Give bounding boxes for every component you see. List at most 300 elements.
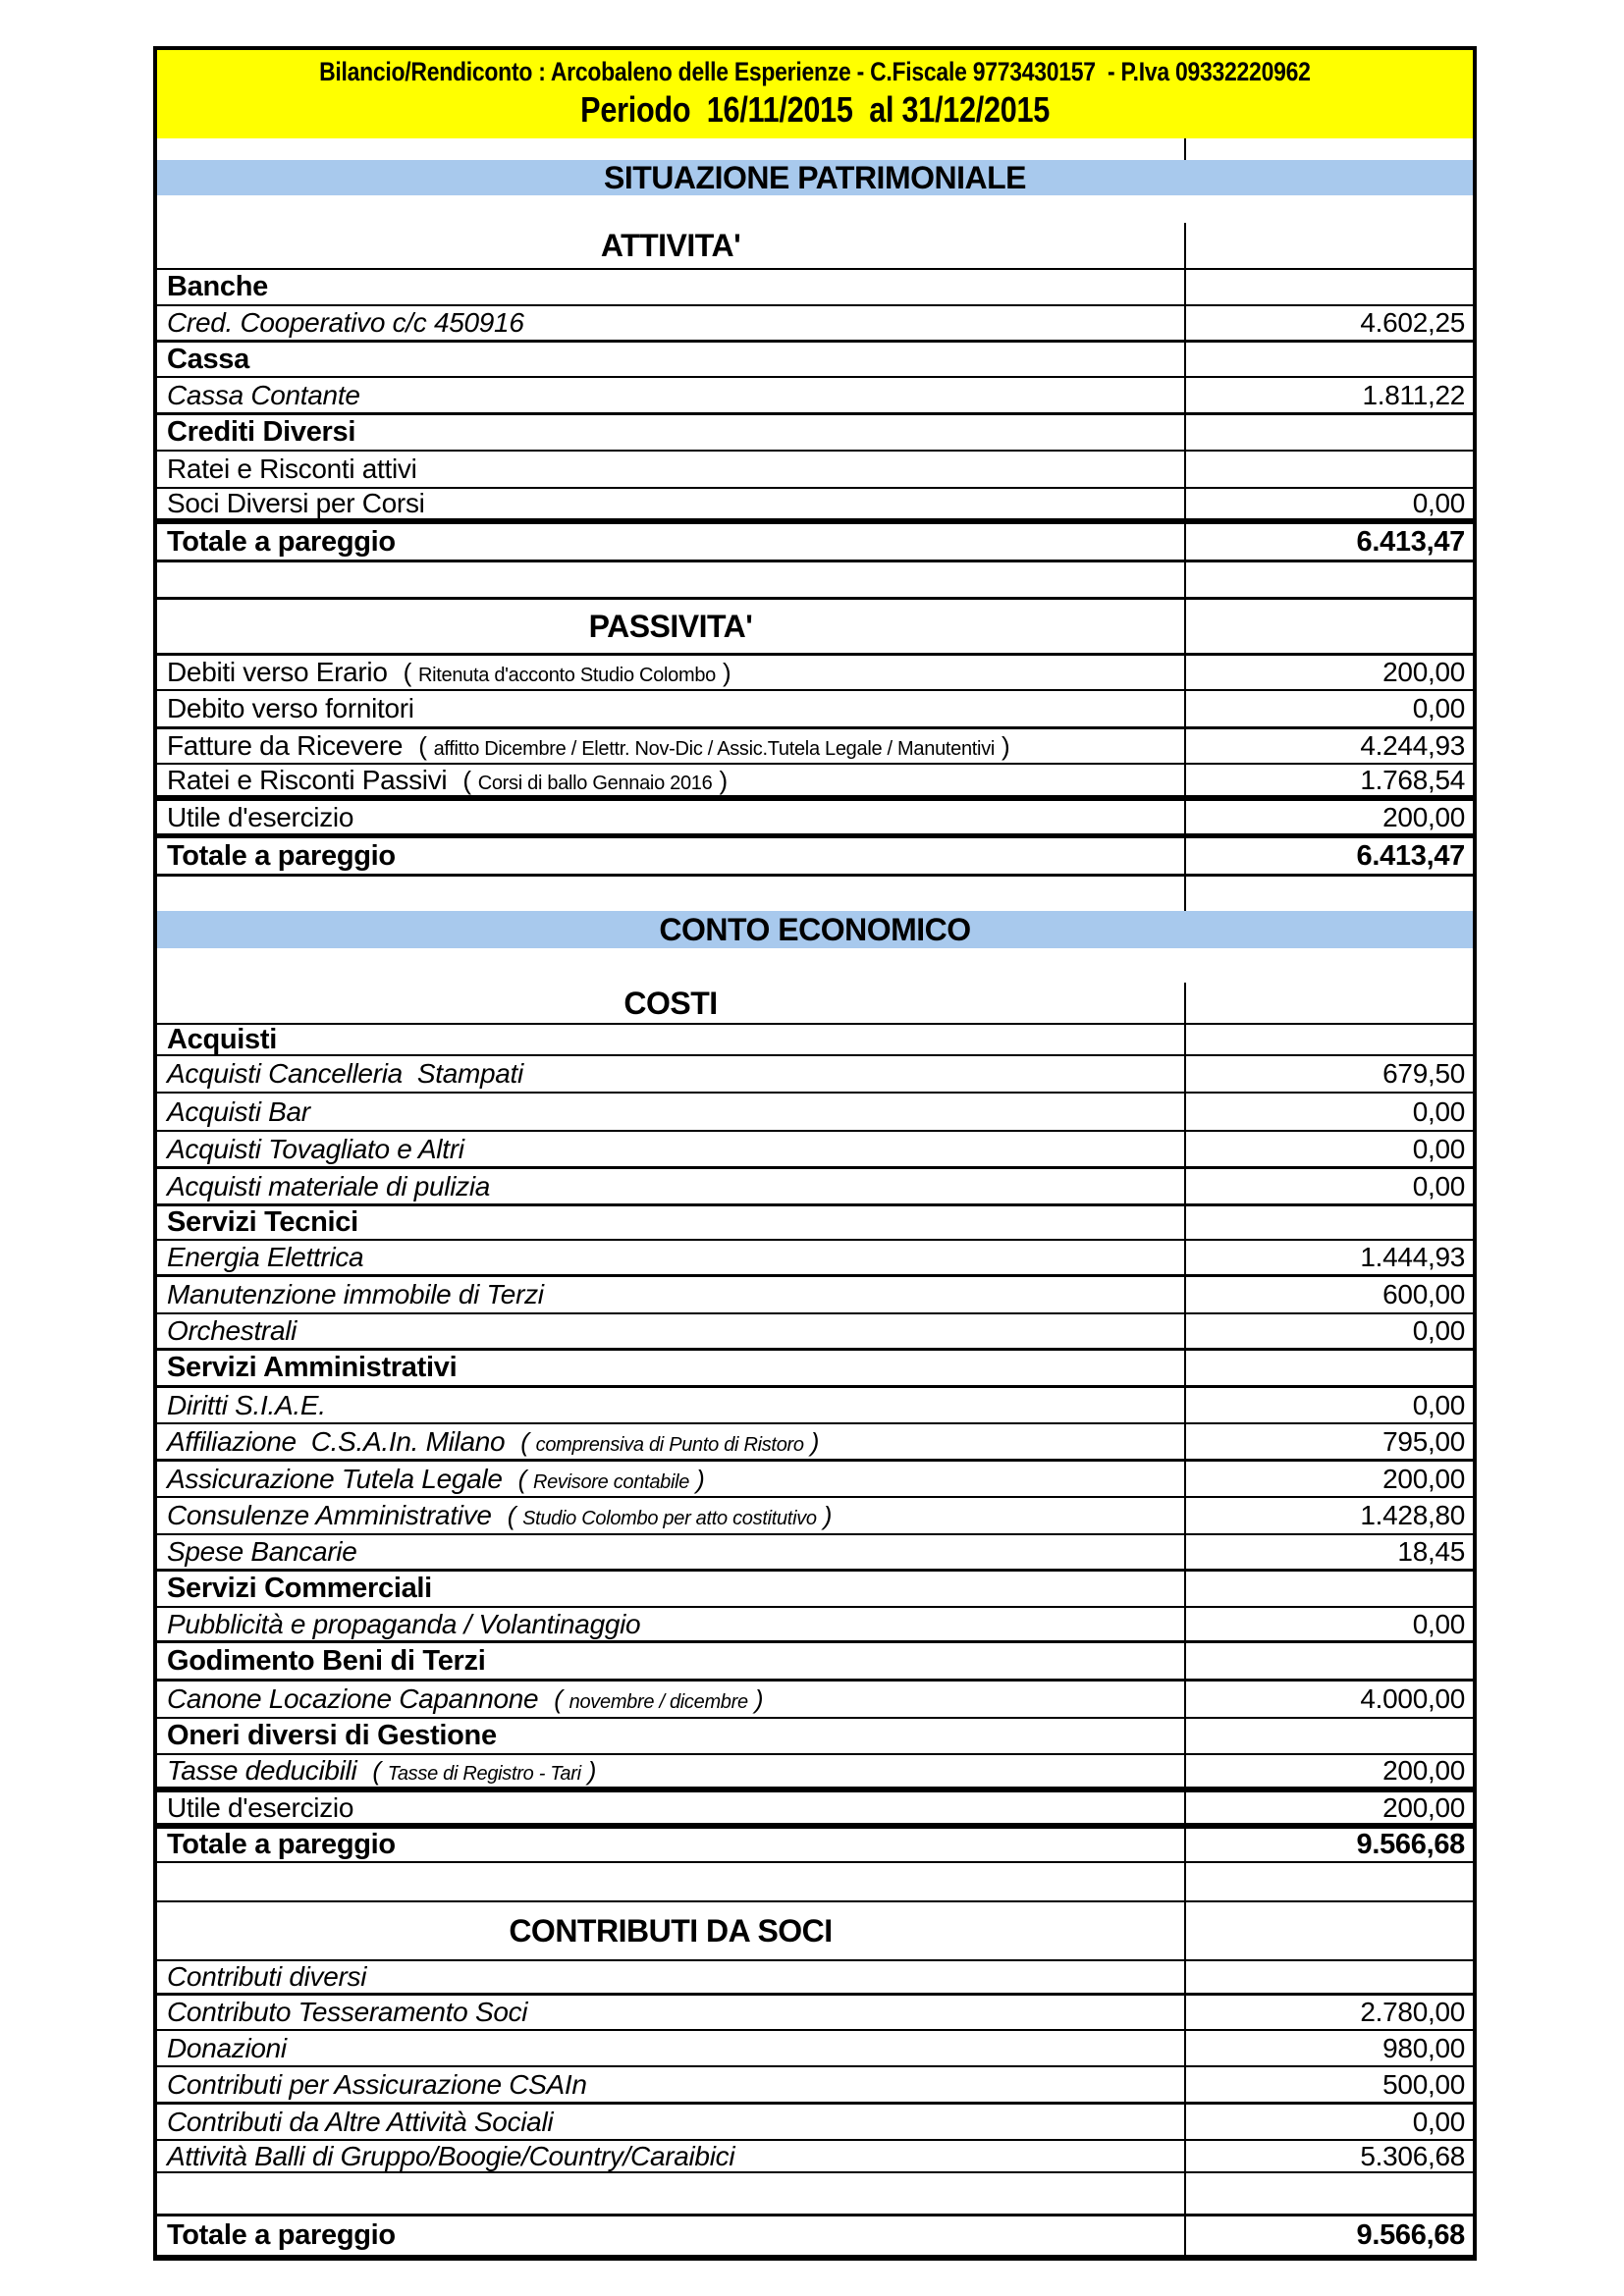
row-label-wrap: [167, 1608, 641, 1639]
spacer-row: [157, 877, 1473, 911]
row-donazioni: [157, 2031, 1473, 2067]
value-cell: [1184, 1961, 1473, 1993]
section-band-label: SITUAZIONE PATRIMONIALE: [604, 160, 1026, 195]
row-label: CONTRIBUTI DA SOCI: [509, 1913, 833, 1949]
row-value: 1.811,22: [1362, 379, 1465, 410]
description-cell: [157, 306, 1184, 340]
description-cell: [157, 838, 1184, 874]
row-cassa: [157, 343, 1473, 378]
description-cell: [157, 1535, 1184, 1569]
value-cell: [1184, 1863, 1473, 1900]
row-label: Totale a pareggio: [167, 839, 396, 872]
value-cell: [1184, 1535, 1473, 1569]
description-cell: [157, 1755, 1184, 1787]
row-label: Tasse deducibili: [167, 1755, 357, 1786]
row-debito-verso-fornitori: [157, 691, 1473, 729]
row-debiti-verso-erario: [157, 656, 1473, 691]
close-paren: ): [823, 1501, 833, 1530]
value-cell: [1184, 2216, 1473, 2255]
description-cell: [157, 2067, 1184, 2102]
value-cell: [1184, 2173, 1473, 2214]
description-cell: [157, 2141, 1184, 2171]
row-label: Debiti verso Erario: [167, 657, 388, 687]
document-title: Bilancio/Rendiconto : Arcobaleno delle Esperienze - C.Fiscale 9773430157 - P.Iva 09332220962: [319, 56, 1311, 86]
row-label-wrap: [167, 1757, 603, 1785]
row-value: 0,00: [1412, 1133, 1465, 1164]
row-label: Soci Diversi per Corsi: [167, 489, 425, 518]
description-cell: [157, 195, 1184, 223]
row-cassa-contante: [157, 378, 1473, 415]
value-cell: [1184, 1792, 1473, 1823]
value-cell: [1184, 983, 1473, 1023]
value-cell: [1184, 1572, 1473, 1606]
row-label: Cred. Cooperativo c/c 450916: [167, 307, 524, 338]
row-consulenze-amministrative: [157, 1498, 1473, 1535]
spacer-row: [157, 195, 1473, 223]
row-label: Ratei e Risconti Passivi: [167, 765, 448, 795]
row-value: 18,45: [1397, 1536, 1465, 1567]
value-cell: [1184, 1277, 1473, 1312]
row-tasse-deducibili: [157, 1755, 1473, 1792]
spacer-row: [157, 948, 1473, 983]
value-cell: [1184, 378, 1473, 412]
row-label: Contributo Tesseramento Soci: [167, 1997, 528, 2027]
row-label: Banche: [167, 271, 268, 302]
row-label-wrap: [601, 230, 740, 261]
row-label-wrap: [623, 985, 718, 1021]
row-label: Spese Bancarie: [167, 1536, 357, 1567]
row-label-wrap: [167, 1060, 523, 1088]
row-label-wrap: [167, 1831, 396, 1859]
value-cell: [1184, 838, 1473, 874]
row-label: Fatture da Ricevere: [167, 730, 404, 761]
row-label-wrap: [167, 379, 360, 410]
value-cell: [1184, 1388, 1473, 1422]
description-cell: [157, 1829, 1184, 1861]
close-paren: ): [587, 1756, 597, 1786]
row-label-wrap: [167, 490, 425, 517]
row-totale-a-pareggio: [157, 1829, 1473, 1863]
value-cell: [1184, 452, 1473, 487]
row-value: 9.566,68: [1356, 1829, 1465, 1860]
row-label-wrap: [167, 1463, 711, 1494]
open-paren: (: [403, 658, 411, 687]
row-fatture-da-ricevere: [157, 729, 1473, 765]
row-label: Servizi Tecnici: [167, 1206, 358, 1238]
description-cell: [157, 489, 1184, 518]
row-value: 4.602,25: [1360, 307, 1465, 338]
row-label: ATTIVITA': [600, 228, 741, 263]
row-label: Contributi diversi: [167, 1961, 367, 1992]
value-cell: [1184, 877, 1473, 911]
row-note: Ritenuta d'acconto Studio Colombo: [417, 665, 716, 686]
close-paren: ): [696, 1464, 705, 1494]
description-cell: [157, 1241, 1184, 1274]
row-note: Studio Colombo per atto costitutivo: [522, 1508, 817, 1529]
row-label-wrap: [167, 343, 249, 375]
row-value: 500,00: [1382, 2068, 1465, 2100]
value-cell: [1184, 1169, 1473, 1203]
value-cell: [1184, 1643, 1473, 1679]
row-value: 679,50: [1382, 1058, 1465, 1089]
value-cell: [1184, 948, 1473, 983]
row-label-wrap: [167, 455, 417, 483]
description-cell: [157, 1132, 1184, 1166]
row-value: 9.566,68: [1356, 2219, 1465, 2251]
description-cell: [157, 223, 1184, 268]
row-diritti-s-i-a-e: [157, 1388, 1473, 1424]
row-contributi-per-assicurazione-csain: [157, 2067, 1473, 2105]
row-label-wrap: [167, 1281, 544, 1308]
open-paren: (: [517, 1464, 526, 1494]
row-value: 600,00: [1382, 1279, 1465, 1309]
description-cell: [157, 1961, 1184, 1993]
description-cell: [157, 2173, 1184, 2214]
value-cell: [1184, 1351, 1473, 1385]
title-line-1: [157, 56, 1473, 87]
description-cell: [157, 1719, 1184, 1753]
row-affiliazione-c-s-a-in-milano: [157, 1424, 1473, 1462]
row-banche: [157, 270, 1473, 306]
row-attivita: [157, 223, 1473, 270]
description-cell: [157, 415, 1184, 450]
row-canone-locazione-capannone: [157, 1682, 1473, 1719]
row-spese-bancarie: [157, 1535, 1473, 1572]
row-acquisti: [157, 1025, 1473, 1056]
row-label: Donazioni: [167, 2032, 287, 2063]
row-contributi-da-soci: [157, 1902, 1473, 1961]
value-cell: [1184, 2031, 1473, 2065]
value-cell: [1184, 765, 1473, 795]
row-label: Attività Balli di Gruppo/Boogie/Country/Caraibici: [167, 2141, 735, 2171]
close-paren: ): [719, 765, 728, 795]
description-cell: [157, 729, 1184, 763]
row-oneri-diversi-di-gestione: [157, 1719, 1473, 1755]
row-label-wrap: [167, 1963, 366, 1991]
row-cred-cooperativo-c-c-450916: [157, 306, 1473, 343]
open-paren: (: [554, 1684, 563, 1714]
row-value: 980,00: [1382, 2032, 1465, 2063]
row-soci-diversi-per-corsi: [157, 489, 1473, 524]
open-paren: (: [418, 731, 427, 761]
row-value: 0,00: [1412, 1389, 1465, 1420]
row-totale-a-pareggio: [157, 524, 1473, 562]
row-label-wrap: [167, 1722, 497, 1750]
row-label: Utile d'esercizio: [167, 801, 354, 832]
description-cell: [157, 1277, 1184, 1312]
value-cell: [1184, 600, 1473, 653]
row-label: Godimento Beni di Terzi: [167, 1644, 486, 1677]
row-label: Utile d'esercizio: [167, 1792, 354, 1823]
row-label: Energia Elettrica: [167, 1242, 364, 1272]
value-cell: [1184, 562, 1473, 597]
description-cell: [157, 1056, 1184, 1092]
title-line-2: [157, 87, 1473, 133]
row-crediti-diversi: [157, 415, 1473, 452]
row-label: Crediti Diversi: [167, 416, 356, 448]
row-label-wrap: [589, 611, 753, 642]
row-note: Tasse di Registro - Tari: [387, 1763, 581, 1785]
row-value: 0,00: [1412, 2106, 1465, 2137]
description-cell: [157, 1996, 1184, 2029]
row-label-wrap: [167, 839, 396, 872]
value-cell: [1184, 415, 1473, 450]
row-value: 0,00: [1412, 1170, 1465, 1201]
open-paren: (: [462, 765, 471, 795]
row-label-wrap: [167, 732, 1016, 760]
row-passivita: [157, 600, 1473, 656]
row-label: Cassa: [167, 343, 249, 375]
row-label: Contributi da Altre Attività Sociali: [167, 2106, 554, 2137]
row-manutenzione-immobile-di-terzi: [157, 1277, 1473, 1314]
row-value: 0,00: [1412, 693, 1465, 723]
description-cell: [157, 1682, 1184, 1717]
row-label: Acquisti Tovagliato e Altri: [167, 1133, 464, 1164]
value-cell: [1184, 1608, 1473, 1640]
value-cell: [1184, 1206, 1473, 1239]
row-label: Canone Locazione Capannone: [167, 1683, 539, 1714]
row-acquisti-bar: [157, 1094, 1473, 1132]
title-band: [157, 50, 1473, 138]
row-label: Acquisti: [167, 1025, 277, 1054]
description-cell: [157, 378, 1184, 412]
value-cell: [1184, 2067, 1473, 2102]
description-cell: [157, 948, 1184, 983]
description-cell: [157, 562, 1184, 597]
row-label-wrap: [167, 695, 414, 722]
description-cell: [157, 1863, 1184, 1900]
row-label-wrap: [167, 2032, 287, 2063]
row-label-wrap: [167, 767, 734, 794]
row-ratei-e-risconti-attivi: [157, 452, 1473, 489]
description-cell: [157, 656, 1184, 689]
row-label-wrap: [167, 2143, 734, 2170]
row-label-wrap: [167, 1317, 297, 1345]
row-label-wrap: [167, 1244, 363, 1271]
description-cell: [157, 691, 1184, 726]
description-cell: [157, 1643, 1184, 1679]
description-cell: [157, 765, 1184, 795]
row-ratei-e-risconti-passivi: [157, 765, 1473, 801]
value-cell: [1184, 1462, 1473, 1496]
row-contributo-tesseramento-soci: [157, 1996, 1473, 2031]
value-cell: [1184, 138, 1473, 160]
row-label: Ratei e Risconti attivi: [167, 454, 417, 484]
value-cell: [1184, 223, 1473, 268]
description-cell: [157, 1462, 1184, 1496]
description-cell: [157, 1025, 1184, 1054]
close-paren: ): [722, 658, 731, 687]
row-value: 4.000,00: [1360, 1683, 1465, 1714]
row-label-wrap: [167, 801, 354, 832]
row-value: 1.768,54: [1360, 765, 1465, 795]
row-label-wrap: [167, 1026, 277, 1054]
value-cell: [1184, 343, 1473, 376]
description-cell: [157, 1572, 1184, 1606]
description-cell: [157, 343, 1184, 376]
row-orchestrali: [157, 1314, 1473, 1351]
row-value: 6.413,47: [1356, 839, 1465, 872]
row-value: 200,00: [1382, 1463, 1465, 1494]
row-value: 200,00: [1382, 657, 1465, 687]
row-label-wrap: [167, 1538, 356, 1566]
row-pubblicit-e-propaganda-volantinaggio: [157, 1608, 1473, 1643]
value-cell: [1184, 2105, 1473, 2139]
row-energia-elettrica: [157, 1241, 1473, 1277]
description-cell: [157, 2031, 1184, 2065]
row-label-wrap: [167, 2068, 587, 2100]
value-cell: [1184, 1902, 1473, 1959]
value-cell: [1184, 1025, 1473, 1054]
row-value: 5.306,68: [1360, 2141, 1465, 2171]
row-label: Assicurazione Tutela Legale: [167, 1463, 503, 1494]
row-label-wrap: [167, 1170, 491, 1201]
value-cell: [1184, 1682, 1473, 1717]
value-cell: [1184, 1996, 1473, 2029]
description-cell: [157, 1169, 1184, 1203]
row-value: 0,00: [1412, 1608, 1465, 1639]
close-paren: ): [754, 1684, 764, 1714]
row-note: affitto Dicembre / Elettr. Nov-Dic / Assic.Tutela Legale / Manutentivi: [433, 738, 996, 760]
row-value: 4.244,93: [1360, 730, 1465, 761]
description-cell: [157, 1792, 1184, 1823]
value-cell: [1184, 1314, 1473, 1348]
spacer-row: [157, 138, 1473, 160]
value-cell: [1184, 1498, 1473, 1533]
row-label-wrap: [167, 1999, 527, 2026]
row-label: Acquisti Bar: [167, 1095, 310, 1127]
value-cell: [1184, 729, 1473, 763]
row-label: Consulenze Amministrative: [167, 1500, 492, 1530]
description-cell: [157, 1314, 1184, 1348]
row-label-wrap: [167, 525, 396, 558]
row-totale-a-pareggio: [157, 2216, 1473, 2255]
description-cell: [157, 452, 1184, 487]
row-contributi-diversi: [157, 1961, 1473, 1996]
row-label-wrap: [167, 1354, 457, 1382]
section-band-label: CONTO ECONOMICO: [659, 912, 971, 947]
open-paren: (: [372, 1756, 381, 1786]
row-label: Acquisti Cancelleria Stampati: [167, 1058, 523, 1089]
row-label-wrap: [167, 1575, 432, 1603]
description-cell: [157, 524, 1184, 560]
row-label-wrap: [167, 1644, 486, 1677]
row-label: Totale a pareggio: [167, 2219, 396, 2251]
row-label: Manutenzione immobile di Terzi: [167, 1279, 544, 1309]
row-label-wrap: [167, 1502, 839, 1529]
row-utile-d-esercizio: [157, 801, 1473, 838]
row-servizi-commerciali: [157, 1572, 1473, 1608]
row-label: Servizi Amministrativi: [167, 1352, 458, 1383]
open-paren: (: [507, 1501, 516, 1530]
description-cell: [157, 983, 1184, 1023]
row-label: Contributi per Assicurazione CSAIn: [167, 2068, 587, 2100]
row-attivit-balli-di-gruppo-boogie-country-caraibici: [157, 2141, 1473, 2173]
value-cell: [1184, 1094, 1473, 1130]
value-cell: [1184, 306, 1473, 340]
description-cell: [157, 1902, 1184, 1959]
description-cell: [157, 877, 1184, 911]
row-label-wrap: [167, 1685, 770, 1713]
row-label: Debito verso fornitori: [167, 693, 414, 723]
value-cell: [1184, 801, 1473, 833]
value-cell: [1184, 270, 1473, 304]
row-label: Oneri diversi di Gestione: [167, 1720, 497, 1751]
value-cell: [1184, 1719, 1473, 1753]
row-servizi-amministrativi: [157, 1351, 1473, 1388]
description-cell: [157, 1424, 1184, 1459]
description-cell: [157, 1206, 1184, 1239]
row-label: Diritti S.I.A.E.: [167, 1389, 326, 1420]
row-label-wrap: [167, 2221, 396, 2250]
close-paren: ): [1001, 731, 1010, 761]
row-godimento-beni-di-terzi: [157, 1643, 1473, 1682]
description-cell: [157, 600, 1184, 653]
row-value: 0,00: [1412, 1095, 1465, 1127]
spacer-row: [157, 2173, 1473, 2216]
row-costi: [157, 983, 1473, 1025]
row-value: 0,00: [1412, 489, 1465, 518]
row-label-wrap: [167, 1425, 826, 1457]
row-contributi-da-altre-attivit-sociali: [157, 2105, 1473, 2141]
row-value: 0,00: [1412, 1315, 1465, 1346]
row-value: 200,00: [1382, 1792, 1465, 1823]
row-acquisti-tovagliato-e-altri: [157, 1132, 1473, 1169]
row-label: Totale a pareggio: [167, 525, 396, 558]
row-label-wrap: [167, 1389, 326, 1420]
spacer-row: [157, 562, 1473, 600]
row-value: 6.413,47: [1356, 525, 1465, 558]
value-cell: [1184, 1424, 1473, 1459]
row-note: novembre / dicembre: [568, 1691, 748, 1713]
value-cell: [1184, 524, 1473, 560]
description-cell: [157, 1608, 1184, 1640]
description-cell: [157, 270, 1184, 304]
row-label-wrap: [167, 1095, 310, 1127]
description-cell: [157, 2105, 1184, 2139]
value-cell: [1184, 1132, 1473, 1166]
value-cell: [1184, 1755, 1473, 1787]
row-utile-d-esercizio: [157, 1792, 1473, 1829]
row-note: Revisore contabile: [532, 1470, 690, 1493]
row-label-wrap: [167, 659, 737, 686]
description-cell: [157, 2216, 1184, 2255]
row-value: 200,00: [1382, 1755, 1465, 1786]
value-cell: [1184, 1241, 1473, 1274]
row-value: 795,00: [1382, 1425, 1465, 1457]
description-cell: [157, 801, 1184, 833]
value-cell: [1184, 691, 1473, 726]
row-note: Corsi di ballo Gennaio 2016: [477, 772, 713, 794]
row-value: 1.444,93: [1360, 1242, 1465, 1272]
row-label: Cassa Contante: [167, 379, 360, 410]
row-servizi-tecnici: [157, 1206, 1473, 1241]
row-label: Totale a pareggio: [167, 1829, 396, 1860]
row-conto-economico: [157, 911, 1473, 948]
description-cell: [157, 1094, 1184, 1130]
row-label-wrap: [509, 1915, 832, 1947]
row-note: comprensiva di Punto di Ristoro: [535, 1433, 804, 1456]
row-label-wrap: [167, 418, 355, 447]
row-label-wrap: [167, 273, 268, 301]
row-label: Pubblicità e propaganda / Volantinaggio: [167, 1608, 641, 1639]
description-cell: [157, 1388, 1184, 1422]
description-cell: [157, 1498, 1184, 1533]
row-label-wrap: [167, 1133, 464, 1164]
row-value: 1.428,80: [1360, 1500, 1465, 1530]
row-label: Affiliazione C.S.A.In. Milano: [167, 1425, 506, 1457]
row-acquisti-materiale-di-pulizia: [157, 1169, 1473, 1206]
